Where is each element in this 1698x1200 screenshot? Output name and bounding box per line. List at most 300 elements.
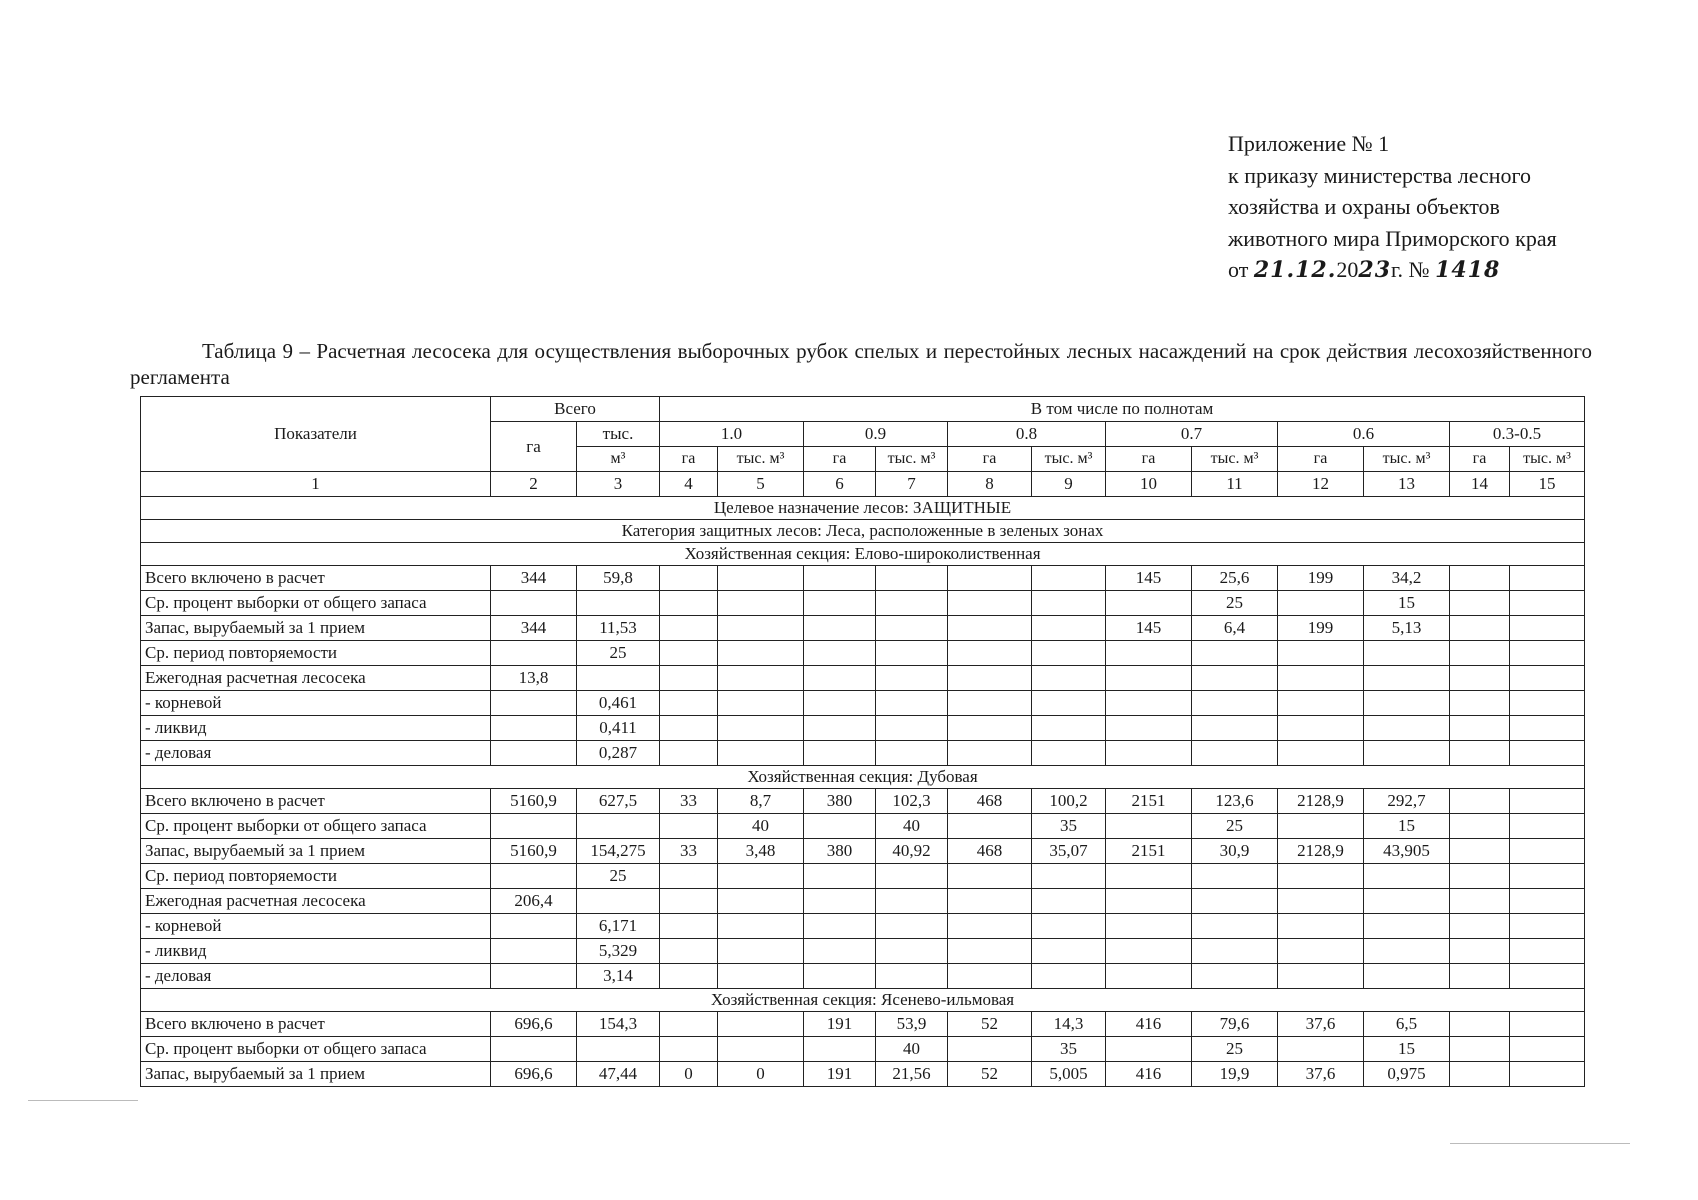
purpose-row: [141, 497, 1585, 520]
column-number: 3: [577, 472, 660, 497]
table-cell: [1192, 641, 1278, 666]
table-cell: [804, 666, 876, 691]
table-cell: [1364, 914, 1450, 939]
appendix-title: Приложение № 1: [1228, 131, 1390, 156]
table-cell: [1450, 839, 1510, 864]
table-cell: [1278, 741, 1364, 766]
column-number: 12: [1278, 472, 1364, 497]
table-row: [141, 839, 1585, 864]
row-label: Всего включено в расчет: [141, 566, 491, 591]
row-label: Ср. процент выборки от общего запаса: [141, 814, 491, 839]
table-cell: 5,329: [577, 939, 660, 964]
table-row: [141, 1037, 1585, 1062]
table-cell: 696,6: [491, 1062, 577, 1087]
header-density: 0.6: [1278, 422, 1450, 447]
table-cell: [718, 616, 804, 641]
header-unit-th-m3: тыс. м³: [1032, 447, 1106, 472]
column-number: 2: [491, 472, 577, 497]
table-cell: [1032, 666, 1106, 691]
table-cell: [1106, 964, 1192, 989]
table-cell: [1032, 939, 1106, 964]
column-number: 10: [1106, 472, 1192, 497]
table-cell: [491, 939, 577, 964]
table-cell: [718, 691, 804, 716]
table-cell: [1450, 666, 1510, 691]
table-cell: [804, 566, 876, 591]
table-cell: 35: [1032, 814, 1106, 839]
table-cell: [1192, 914, 1278, 939]
handwritten-order-number: 1418: [1435, 257, 1501, 283]
table-cell: [1364, 741, 1450, 766]
header-unit-ha: га: [948, 447, 1032, 472]
table-cell: [1450, 914, 1510, 939]
cutting-area-table: [140, 396, 1585, 1087]
table-cell: [948, 616, 1032, 641]
row-label: Ежегодная расчетная лесосека: [141, 889, 491, 914]
column-number: 9: [1032, 472, 1106, 497]
row-label: - корневой: [141, 691, 491, 716]
table-cell: [1032, 716, 1106, 741]
table-cell: 206,4: [491, 889, 577, 914]
table-cell: [1364, 641, 1450, 666]
forest-purpose: Целевое назначение лесов: ЗАЩИТНЫЕ: [141, 497, 1585, 520]
table-caption: Таблица 9 – Расчетная лесосека для осуществления выборочных рубок спелых и перестойных лесных насаждений на срок действия лесохозяйственного регламента: [130, 339, 1592, 389]
table-cell: [1510, 1012, 1585, 1037]
row-label: Ср. процент выборки от общего запаса: [141, 1037, 491, 1062]
header-unit-ha: га: [1106, 447, 1192, 472]
row-label: Запас, вырубаемый за 1 прием: [141, 839, 491, 864]
table-cell: [1450, 566, 1510, 591]
header-unit-th-m3: тыс. м³: [876, 447, 948, 472]
table-cell: [1032, 691, 1106, 716]
table-cell: [1106, 591, 1192, 616]
table-cell: 2128,9: [1278, 839, 1364, 864]
row-label: Ср. период повторяемости: [141, 864, 491, 889]
table-cell: [948, 1037, 1032, 1062]
table-cell: 25: [1192, 814, 1278, 839]
section-header-row: [141, 989, 1585, 1012]
table-cell: [660, 889, 718, 914]
table-cell: [718, 939, 804, 964]
table-cell: [1032, 616, 1106, 641]
table-cell: [1364, 889, 1450, 914]
table-cell: [1192, 691, 1278, 716]
table-cell: [876, 641, 948, 666]
table-cell: 696,6: [491, 1012, 577, 1037]
forest-category: Категория защитных лесов: Леса, расположенные в зеленых зонах: [141, 520, 1585, 543]
header-density: 1.0: [660, 422, 804, 447]
table-cell: [1032, 964, 1106, 989]
table-cell: [876, 939, 948, 964]
table-cell: [491, 716, 577, 741]
table-cell: [948, 889, 1032, 914]
table-cell: [1106, 864, 1192, 889]
table-cell: [948, 741, 1032, 766]
table-cell: [1450, 939, 1510, 964]
table-cell: [660, 641, 718, 666]
table-cell: [804, 864, 876, 889]
table-cell: [1106, 814, 1192, 839]
table-cell: [660, 1037, 718, 1062]
table-row: [141, 641, 1585, 666]
table-cell: 145: [1106, 566, 1192, 591]
table-cell: [1364, 939, 1450, 964]
table-cell: [1106, 741, 1192, 766]
table-cell: [876, 716, 948, 741]
header-total: Всего: [491, 397, 660, 422]
table-cell: [804, 616, 876, 641]
table-cell: [718, 889, 804, 914]
table-cell: [1450, 741, 1510, 766]
table-cell: [1510, 666, 1585, 691]
table-cell: [804, 939, 876, 964]
table-cell: 11,53: [577, 616, 660, 641]
table-cell: [1510, 741, 1585, 766]
table-cell: [660, 939, 718, 964]
table-cell: [804, 964, 876, 989]
row-label: Запас, вырубаемый за 1 прием: [141, 616, 491, 641]
table-cell: 380: [804, 839, 876, 864]
table-cell: 25: [1192, 1037, 1278, 1062]
header-unit-th-m3: тыс. м³: [718, 447, 804, 472]
section-title: Хозяйственная секция: Елово-широколиственная: [141, 543, 1585, 566]
scan-artifact-line: [1450, 1143, 1630, 1144]
table-row: [141, 1062, 1585, 1087]
table-cell: [948, 691, 1032, 716]
table-cell: [491, 964, 577, 989]
table-cell: 5160,9: [491, 789, 577, 814]
table-cell: [876, 964, 948, 989]
table-cell: [1450, 591, 1510, 616]
table-cell: 40: [718, 814, 804, 839]
table-cell: 40,92: [876, 839, 948, 864]
table-cell: [1510, 1062, 1585, 1087]
table-cell: [804, 889, 876, 914]
table-cell: [718, 864, 804, 889]
table-cell: 191: [804, 1062, 876, 1087]
table-cell: [660, 964, 718, 989]
header-unit-ha: га: [804, 447, 876, 472]
table-cell: [1364, 964, 1450, 989]
row-label: - деловая: [141, 964, 491, 989]
appendix-line-2: к приказу министерства лесного: [1228, 162, 1532, 188]
table-row: [141, 864, 1585, 889]
table-cell: [491, 741, 577, 766]
table-cell: [491, 691, 577, 716]
table-cell: [1510, 814, 1585, 839]
table-cell: [948, 566, 1032, 591]
table-cell: [660, 616, 718, 641]
header-unit-ha: га: [660, 447, 718, 472]
table-cell: 154,275: [577, 839, 660, 864]
table-cell: 344: [491, 566, 577, 591]
table-cell: [577, 591, 660, 616]
table-cell: 15: [1364, 1037, 1450, 1062]
table-cell: [948, 964, 1032, 989]
table-cell: [1278, 591, 1364, 616]
table-cell: [948, 666, 1032, 691]
table-cell: 43,905: [1364, 839, 1450, 864]
appendix-order-line: [1228, 254, 1557, 287]
table-cell: 15: [1364, 591, 1450, 616]
table-cell: [1192, 889, 1278, 914]
table-cell: 123,6: [1192, 789, 1278, 814]
table-cell: [718, 964, 804, 989]
table-cell: 3,48: [718, 839, 804, 864]
table-cell: [1364, 864, 1450, 889]
table-cell: [1364, 666, 1450, 691]
table-cell: [1106, 889, 1192, 914]
table-cell: 5,13: [1364, 616, 1450, 641]
table-cell: [1192, 864, 1278, 889]
table-cell: [660, 864, 718, 889]
table-cell: [1450, 641, 1510, 666]
table-cell: [718, 666, 804, 691]
table-cell: [1510, 889, 1585, 914]
table-cell: 0,461: [577, 691, 660, 716]
table-cell: [1510, 616, 1585, 641]
header-including: В том числе по полнотам: [660, 397, 1585, 422]
table-cell: [660, 691, 718, 716]
table-cell: 33: [660, 839, 718, 864]
handwritten-year: 23: [1358, 257, 1392, 283]
header-density: 0.3-0.5: [1450, 422, 1585, 447]
table-row: [141, 741, 1585, 766]
table-cell: [1278, 716, 1364, 741]
table-cell: [1032, 566, 1106, 591]
table-cell: 34,2: [1364, 566, 1450, 591]
table-row: [141, 814, 1585, 839]
table-cell: 416: [1106, 1062, 1192, 1087]
table-cell: [1032, 889, 1106, 914]
table-cell: [876, 591, 948, 616]
table-cell: [1450, 691, 1510, 716]
table-cell: 30,9: [1192, 839, 1278, 864]
table-cell: [948, 939, 1032, 964]
column-number: 4: [660, 472, 718, 497]
table-cell: 21,56: [876, 1062, 948, 1087]
table-cell: 6,171: [577, 914, 660, 939]
table-cell: [577, 1037, 660, 1062]
table-row: [141, 666, 1585, 691]
scan-artifact-line: [28, 1100, 138, 1101]
table-cell: [660, 741, 718, 766]
row-label: - корневой: [141, 914, 491, 939]
table-cell: [1032, 741, 1106, 766]
table-cell: [577, 814, 660, 839]
appendix-line-3: хозяйства и охраны объектов: [1228, 194, 1500, 219]
table-cell: [491, 1037, 577, 1062]
table-cell: 14,3: [1032, 1012, 1106, 1037]
table-cell: 37,6: [1278, 1062, 1364, 1087]
table-cell: 145: [1106, 616, 1192, 641]
row-label: Запас, вырубаемый за 1 прием: [141, 1062, 491, 1087]
table-cell: [660, 914, 718, 939]
table-cell: [876, 914, 948, 939]
row-label: - ликвид: [141, 939, 491, 964]
table-cell: [1510, 591, 1585, 616]
table-cell: [1364, 691, 1450, 716]
table-cell: 6,4: [1192, 616, 1278, 641]
table-cell: [1510, 964, 1585, 989]
table-cell: [948, 814, 1032, 839]
table-cell: [718, 716, 804, 741]
table-cell: [948, 591, 1032, 616]
table-cell: [1192, 741, 1278, 766]
table-cell: 0,411: [577, 716, 660, 741]
table-cell: 344: [491, 616, 577, 641]
table-cell: [1450, 1037, 1510, 1062]
table-cell: 15: [1364, 814, 1450, 839]
row-label: Всего включено в расчет: [141, 1012, 491, 1037]
table-cell: 100,2: [1032, 789, 1106, 814]
table-cell: [718, 741, 804, 766]
table-cell: 13,8: [491, 666, 577, 691]
table-cell: [1106, 716, 1192, 741]
row-label: Ср. период повторяемости: [141, 641, 491, 666]
table-cell: 25,6: [1192, 566, 1278, 591]
table-cell: [1106, 691, 1192, 716]
table-cell: 380: [804, 789, 876, 814]
table-cell: [491, 641, 577, 666]
table-cell: 0: [660, 1062, 718, 1087]
table-cell: [1278, 914, 1364, 939]
table-cell: [1510, 914, 1585, 939]
table-cell: [1278, 1037, 1364, 1062]
table-cell: [1510, 641, 1585, 666]
table-cell: [1450, 716, 1510, 741]
header-total-th: тыс.: [577, 422, 660, 447]
table-cell: [718, 1037, 804, 1062]
table-cell: [1364, 716, 1450, 741]
table-cell: [1450, 889, 1510, 914]
table-cell: [1106, 939, 1192, 964]
from-label: от: [1228, 257, 1249, 282]
column-number-row: [141, 472, 1585, 497]
row-label: Ср. процент выборки от общего запаса: [141, 591, 491, 616]
table-cell: 191: [804, 1012, 876, 1037]
table-cell: 2128,9: [1278, 789, 1364, 814]
table-row: [141, 691, 1585, 716]
table-cell: [948, 641, 1032, 666]
table-cell: 25: [577, 864, 660, 889]
table-cell: 35: [1032, 1037, 1106, 1062]
header-total-ha: га: [491, 422, 577, 472]
table-cell: [660, 716, 718, 741]
table-cell: [1278, 889, 1364, 914]
table-row: [141, 1012, 1585, 1037]
header-unit-th-m3: тыс. м³: [1192, 447, 1278, 472]
section-header-row: [141, 766, 1585, 789]
table-cell: [1510, 566, 1585, 591]
table-cell: [876, 616, 948, 641]
table-cell: [876, 889, 948, 914]
row-label: - деловая: [141, 741, 491, 766]
table-cell: [491, 914, 577, 939]
table-cell: [1032, 864, 1106, 889]
table-cell: [1278, 666, 1364, 691]
table-cell: 35,07: [1032, 839, 1106, 864]
table-cell: [1106, 1037, 1192, 1062]
row-label: Всего включено в расчет: [141, 789, 491, 814]
category-row: [141, 520, 1585, 543]
table-cell: [948, 716, 1032, 741]
table-cell: 292,7: [1364, 789, 1450, 814]
table-row: [141, 914, 1585, 939]
table-cell: 53,9: [876, 1012, 948, 1037]
table-cell: [1450, 864, 1510, 889]
header-unit-m3: м³: [577, 447, 660, 472]
header-unit-ha: га: [1450, 447, 1510, 472]
header-indicators: Показатели: [141, 397, 491, 472]
column-number: 6: [804, 472, 876, 497]
table-cell: [1278, 641, 1364, 666]
table-cell: [1450, 964, 1510, 989]
table-cell: [1278, 864, 1364, 889]
table-cell: 6,5: [1364, 1012, 1450, 1037]
table-cell: 37,6: [1278, 1012, 1364, 1037]
column-number: 14: [1450, 472, 1510, 497]
table-cell: 8,7: [718, 789, 804, 814]
table-cell: 0,287: [577, 741, 660, 766]
table-cell: [1278, 939, 1364, 964]
table-cell: [1278, 964, 1364, 989]
table-cell: [876, 666, 948, 691]
row-label: - ликвид: [141, 716, 491, 741]
handwritten-date: 21.12.: [1253, 257, 1337, 283]
table-row: [141, 616, 1585, 641]
table-cell: [718, 641, 804, 666]
column-number: 5: [718, 472, 804, 497]
table-cell: 416: [1106, 1012, 1192, 1037]
year-unit: г. №: [1391, 257, 1430, 282]
table-cell: [804, 591, 876, 616]
table-cell: 2151: [1106, 839, 1192, 864]
table-cell: 2151: [1106, 789, 1192, 814]
table-cell: [660, 566, 718, 591]
section-title: Хозяйственная секция: Ясенево-ильмовая: [141, 989, 1585, 1012]
table-row: [141, 591, 1585, 616]
table-cell: 154,3: [577, 1012, 660, 1037]
table-cell: [948, 914, 1032, 939]
table-cell: 25: [1192, 591, 1278, 616]
section-header-row: [141, 543, 1585, 566]
table-cell: [804, 914, 876, 939]
appendix-line-4: животного мира Приморского края: [1228, 225, 1557, 251]
table-cell: 3,14: [577, 964, 660, 989]
table-cell: 468: [948, 839, 1032, 864]
table-cell: 627,5: [577, 789, 660, 814]
table-cell: [577, 889, 660, 914]
table-cell: 0: [718, 1062, 804, 1087]
table-cell: [1510, 716, 1585, 741]
table-cell: [491, 591, 577, 616]
table-cell: 25: [577, 641, 660, 666]
table-cell: 0,975: [1364, 1062, 1450, 1087]
table-cell: 40: [876, 1037, 948, 1062]
header-density: 0.8: [948, 422, 1106, 447]
table-cell: 199: [1278, 616, 1364, 641]
table-body: [141, 497, 1585, 1087]
table-cell: [876, 741, 948, 766]
table-cell: [1032, 591, 1106, 616]
table-cell: [1192, 964, 1278, 989]
table-row: [141, 939, 1585, 964]
table-cell: [804, 741, 876, 766]
table-cell: [876, 691, 948, 716]
year-prefix: 20: [1336, 257, 1359, 282]
table-cell: [1510, 939, 1585, 964]
